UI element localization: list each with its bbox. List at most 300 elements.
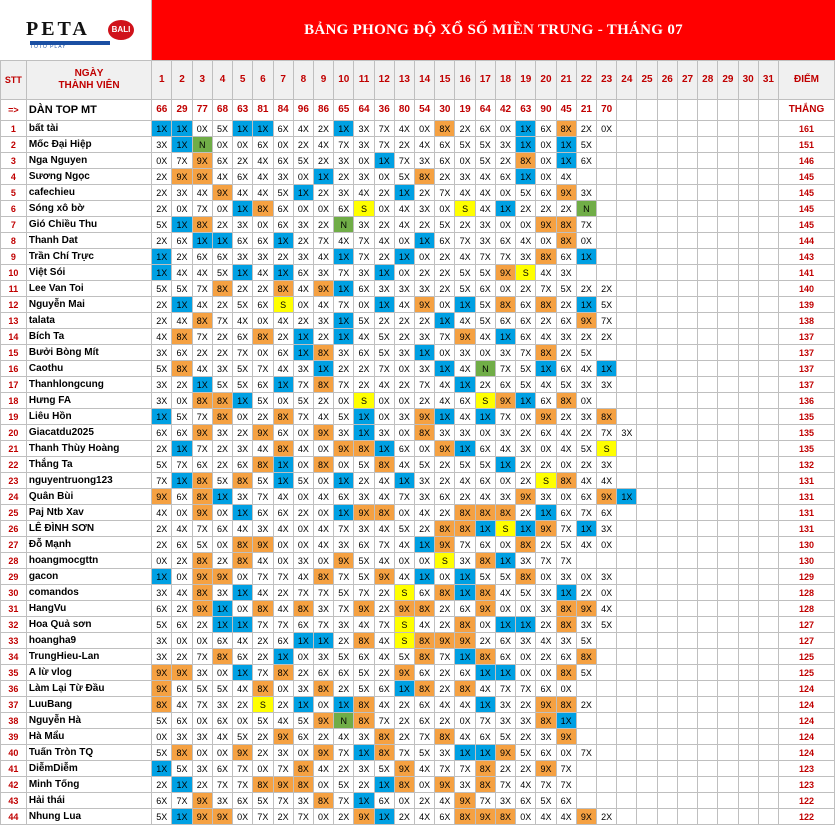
day-result-cell: N — [334, 217, 354, 233]
day-result-cell: 2X — [354, 473, 374, 489]
day-result-cell: 3X — [576, 409, 596, 425]
day-result-cell: 9X — [576, 313, 596, 329]
day-header-12: 12 — [374, 61, 394, 100]
day-result-cell: 9X — [354, 809, 374, 825]
top-number-cell — [637, 100, 657, 121]
row-stt: 20 — [1, 425, 27, 441]
day-result-cell: 8X — [253, 457, 273, 473]
day-result-cell: 0X — [293, 169, 313, 185]
day-result-cell: 5X — [516, 745, 536, 761]
day-result-cell: 4X — [415, 505, 435, 521]
day-result-cell: 1X — [293, 633, 313, 649]
day-result-cell: 6X — [415, 665, 435, 681]
day-result-cell: 1X — [495, 617, 515, 633]
day-result-cell: 3X — [495, 713, 515, 729]
day-result-cell — [698, 377, 718, 393]
day-result-cell: 7X — [394, 745, 414, 761]
day-result-cell: 2X — [152, 297, 172, 313]
row-stt: 21 — [1, 441, 27, 457]
day-result-cell: 8X — [556, 617, 576, 633]
day-result-cell: 9X — [212, 569, 232, 585]
day-result-cell: 4X — [313, 489, 333, 505]
row-stt: 13 — [1, 313, 27, 329]
day-result-cell — [738, 233, 758, 249]
day-result-cell: 1X — [475, 697, 495, 713]
day-result-cell: 1X — [394, 473, 414, 489]
day-result-cell — [738, 297, 758, 313]
day-result-cell: 3X — [313, 265, 333, 281]
day-result-cell: 0X — [394, 425, 414, 441]
day-result-cell — [758, 265, 778, 281]
day-result-cell — [617, 345, 637, 361]
member-points: 132 — [778, 457, 834, 473]
member-points: 122 — [778, 793, 834, 809]
table-row — [1, 281, 835, 297]
day-result-cell: 0X — [415, 121, 435, 137]
top-number-cell: 66 — [152, 100, 172, 121]
top-number-cell: 80 — [394, 100, 414, 121]
day-result-cell: 9X — [455, 793, 475, 809]
day-result-cell — [677, 713, 697, 729]
day-result-cell — [738, 505, 758, 521]
day-result-cell — [738, 345, 758, 361]
day-result-cell — [698, 185, 718, 201]
top-numbers-row — [1, 100, 835, 121]
day-result-cell — [677, 745, 697, 761]
day-result-cell: 8X — [313, 457, 333, 473]
day-result-cell: 6X — [354, 281, 374, 297]
day-result-cell: S — [394, 633, 414, 649]
day-header-16: 16 — [455, 61, 475, 100]
day-result-cell: 2X — [374, 313, 394, 329]
day-result-cell: 3X — [334, 537, 354, 553]
day-result-cell: 9X — [495, 393, 515, 409]
member-name: Mốc Đại Hiệp — [26, 137, 151, 153]
member-points: 124 — [778, 745, 834, 761]
day-result-cell: 1X — [334, 473, 354, 489]
day-result-cell — [597, 681, 617, 697]
day-result-cell: 6X — [536, 681, 556, 697]
day-result-cell: 8X — [475, 585, 495, 601]
day-result-cell: 4X — [475, 201, 495, 217]
day-result-cell: 6X — [253, 297, 273, 313]
day-result-cell: 4X — [394, 121, 414, 137]
day-result-cell: 2X — [495, 761, 515, 777]
day-result-cell — [718, 617, 738, 633]
table-row — [1, 169, 835, 185]
day-result-cell: 7X — [354, 585, 374, 601]
day-result-cell: 0X — [394, 265, 414, 281]
day-result-cell — [617, 153, 637, 169]
day-header-17: 17 — [475, 61, 495, 100]
day-result-cell: 6X — [253, 233, 273, 249]
day-result-cell: 2X — [536, 457, 556, 473]
day-result-cell — [617, 633, 637, 649]
day-result-cell: 2X — [415, 185, 435, 201]
day-result-cell: 7X — [334, 265, 354, 281]
day-result-cell: 4X — [293, 441, 313, 457]
day-result-cell: 8X — [415, 425, 435, 441]
day-result-cell: 9X — [435, 777, 455, 793]
day-result-cell: 8X — [293, 761, 313, 777]
day-result-cell: 4X — [536, 633, 556, 649]
day-result-cell: 5X — [374, 345, 394, 361]
day-result-cell — [617, 297, 637, 313]
day-result-cell: 5X — [233, 361, 253, 377]
day-result-cell: 2X — [536, 537, 556, 553]
day-result-cell: 0X — [415, 249, 435, 265]
table-row — [1, 329, 835, 345]
table-row — [1, 217, 835, 233]
day-result-cell — [718, 185, 738, 201]
day-result-cell: 6X — [536, 393, 556, 409]
day-result-cell: 8X — [192, 553, 212, 569]
day-result-cell: 1X — [455, 377, 475, 393]
day-result-cell: 4X — [516, 233, 536, 249]
day-result-cell: 5X — [212, 681, 232, 697]
day-result-cell: 6X — [374, 793, 394, 809]
day-result-cell: 2X — [394, 377, 414, 393]
day-result-cell: 7X — [273, 617, 293, 633]
day-result-cell — [597, 217, 617, 233]
day-result-cell — [597, 633, 617, 649]
day-result-cell — [677, 777, 697, 793]
day-result-cell: 3X — [516, 553, 536, 569]
day-result-cell: 4X — [374, 553, 394, 569]
day-header-9: 9 — [313, 61, 333, 100]
day-result-cell: 6X — [233, 793, 253, 809]
day-result-cell: 6X — [293, 729, 313, 745]
day-result-cell: 1X — [212, 233, 232, 249]
day-result-cell: 1X — [152, 121, 172, 137]
row-stt: 32 — [1, 617, 27, 633]
day-result-cell: 3X — [354, 265, 374, 281]
row-stt: 3 — [1, 153, 27, 169]
member-points: 131 — [778, 521, 834, 537]
day-result-cell — [758, 601, 778, 617]
day-result-cell — [617, 585, 637, 601]
day-result-cell — [677, 361, 697, 377]
day-result-cell: 3X — [415, 473, 435, 489]
day-result-cell: 3X — [313, 313, 333, 329]
day-result-cell — [617, 697, 637, 713]
day-result-cell: 8X — [374, 745, 394, 761]
row-stt: 22 — [1, 457, 27, 473]
day-result-cell: 8X — [374, 457, 394, 473]
day-result-cell: 0X — [495, 473, 515, 489]
day-result-cell: 3X — [313, 601, 333, 617]
day-result-cell: 0X — [536, 169, 556, 185]
day-result-cell: 4X — [597, 601, 617, 617]
day-result-cell — [576, 761, 596, 777]
day-result-cell — [718, 153, 738, 169]
day-result-cell: 4X — [536, 329, 556, 345]
day-result-cell: 3X — [495, 697, 515, 713]
day-result-cell: 1X — [293, 697, 313, 713]
day-result-cell — [677, 489, 697, 505]
day-result-cell — [758, 681, 778, 697]
day-result-cell — [637, 249, 657, 265]
top-number-cell: 54 — [415, 100, 435, 121]
day-result-cell: 0X — [172, 201, 192, 217]
logo-text: PETA — [26, 18, 90, 40]
member-points: 127 — [778, 633, 834, 649]
day-result-cell — [677, 329, 697, 345]
day-result-cell: 9X — [273, 777, 293, 793]
day-result-cell: 6X — [273, 201, 293, 217]
day-result-cell: 2X — [313, 153, 333, 169]
day-result-cell: 7X — [536, 553, 556, 569]
day-result-cell — [758, 169, 778, 185]
day-result-cell: 2X — [516, 425, 536, 441]
table-row — [1, 537, 835, 553]
day-result-cell: 1X — [354, 745, 374, 761]
member-name: Nhung Lua — [26, 809, 151, 825]
day-result-cell: 2X — [334, 169, 354, 185]
top-number-cell: 64 — [475, 100, 495, 121]
day-result-cell: 2X — [435, 505, 455, 521]
day-header-27: 27 — [677, 61, 697, 100]
day-result-cell: 6X — [172, 681, 192, 697]
day-result-cell: 0X — [495, 537, 515, 553]
day-result-cell: 4X — [495, 585, 515, 601]
member-points: 131 — [778, 489, 834, 505]
table-row — [1, 569, 835, 585]
stt-header: STT — [1, 61, 27, 100]
day-result-cell: 4X — [273, 521, 293, 537]
day-result-cell: 6X — [556, 249, 576, 265]
day-result-cell: 7X — [313, 233, 333, 249]
day-result-cell: 0X — [415, 777, 435, 793]
day-result-cell — [698, 697, 718, 713]
row-stt: 7 — [1, 217, 27, 233]
day-result-cell — [637, 137, 657, 153]
day-result-cell: 4X — [253, 169, 273, 185]
day-result-cell — [718, 137, 738, 153]
day-result-cell: 9X — [536, 697, 556, 713]
day-result-cell: 6X — [273, 633, 293, 649]
day-result-cell: 0X — [273, 681, 293, 697]
day-result-cell: 2X — [394, 729, 414, 745]
day-result-cell — [576, 793, 596, 809]
day-result-cell: 0X — [152, 553, 172, 569]
day-result-cell: 9X — [192, 169, 212, 185]
day-result-cell: 2X — [212, 553, 232, 569]
day-result-cell: N — [334, 713, 354, 729]
day-result-cell — [718, 409, 738, 425]
day-result-cell: 8X — [455, 681, 475, 697]
day-result-cell: 3X — [233, 217, 253, 233]
row-stt: 18 — [1, 393, 27, 409]
day-result-cell — [738, 409, 758, 425]
day-result-cell: 5X — [334, 409, 354, 425]
day-result-cell: 4X — [273, 313, 293, 329]
day-result-cell: 1X — [253, 121, 273, 137]
day-result-cell: S — [536, 473, 556, 489]
member-points: 130 — [778, 553, 834, 569]
day-result-cell — [698, 313, 718, 329]
day-result-cell: 4X — [394, 297, 414, 313]
day-result-cell: 2X — [394, 697, 414, 713]
day-result-cell: 5X — [172, 761, 192, 777]
day-result-cell: 1X — [415, 537, 435, 553]
day-result-cell: 4X — [435, 393, 455, 409]
day-result-cell — [576, 169, 596, 185]
day-result-cell: 2X — [152, 777, 172, 793]
day-result-cell: 1X — [152, 265, 172, 281]
row-stt: 41 — [1, 761, 27, 777]
day-result-cell: 7X — [253, 809, 273, 825]
day-result-cell — [718, 537, 738, 553]
day-result-cell: 2X — [293, 313, 313, 329]
member-points: 141 — [778, 265, 834, 281]
day-result-cell: 8X — [313, 681, 333, 697]
day-result-cell: 0X — [374, 169, 394, 185]
day-result-cell: 4X — [455, 185, 475, 201]
day-result-cell — [698, 249, 718, 265]
day-result-cell: 8X — [475, 553, 495, 569]
day-result-cell: 9X — [495, 265, 515, 281]
day-result-cell: 1X — [172, 297, 192, 313]
day-result-cell: 3X — [212, 585, 232, 601]
member-name: Trần Chí Trực — [26, 249, 151, 265]
day-result-cell: 4X — [293, 569, 313, 585]
day-result-cell: 6X — [536, 121, 556, 137]
day-result-cell — [738, 601, 758, 617]
day-header-24: 24 — [617, 61, 637, 100]
day-result-cell: 2X — [212, 441, 232, 457]
day-result-cell: 3X — [354, 137, 374, 153]
day-result-cell: 4X — [273, 601, 293, 617]
day-result-cell: 4X — [597, 473, 617, 489]
member-name: hoangmocgttn — [26, 553, 151, 569]
day-result-cell: 6X — [172, 425, 192, 441]
day-result-cell: 7X — [233, 761, 253, 777]
day-result-cell: 6X — [495, 633, 515, 649]
day-result-cell: 0X — [233, 713, 253, 729]
day-result-cell: 0X — [253, 313, 273, 329]
day-result-cell: 4X — [415, 809, 435, 825]
day-result-cell — [698, 521, 718, 537]
day-result-cell — [637, 473, 657, 489]
day-result-cell: 5X — [253, 793, 273, 809]
day-result-cell: 5X — [152, 809, 172, 825]
row-stt: 43 — [1, 793, 27, 809]
table-row — [1, 457, 835, 473]
day-result-cell — [657, 665, 677, 681]
day-result-cell: 7X — [273, 793, 293, 809]
day-result-cell — [718, 361, 738, 377]
day-result-cell: 0X — [273, 553, 293, 569]
day-header-3: 3 — [192, 61, 212, 100]
day-result-cell: 2X — [172, 649, 192, 665]
day-result-cell: 9X — [354, 505, 374, 521]
day-result-cell — [576, 553, 596, 569]
day-result-cell: 9X — [536, 521, 556, 537]
day-result-cell: 3X — [495, 425, 515, 441]
day-result-cell: 8X — [495, 809, 515, 825]
day-result-cell: 6X — [415, 697, 435, 713]
day-result-cell: 1X — [374, 297, 394, 313]
day-result-cell: 0X — [172, 633, 192, 649]
day-result-cell: 5X — [334, 649, 354, 665]
day-header-10: 10 — [334, 61, 354, 100]
day-result-cell: 0X — [273, 537, 293, 553]
day-result-cell: 5X — [152, 217, 172, 233]
day-result-cell: 7X — [475, 249, 495, 265]
day-result-cell: 8X — [475, 649, 495, 665]
day-result-cell: 4X — [313, 409, 333, 425]
day-result-cell: 1X — [233, 393, 253, 409]
day-result-cell: 2X — [435, 681, 455, 697]
day-result-cell — [677, 633, 697, 649]
top-number-cell: 68 — [212, 100, 232, 121]
day-result-cell: 6X — [516, 329, 536, 345]
day-result-cell: 3X — [495, 489, 515, 505]
day-result-cell: 1X — [192, 233, 212, 249]
day-result-cell: 4X — [576, 473, 596, 489]
day-result-cell: 7X — [313, 617, 333, 633]
day-result-cell — [637, 665, 657, 681]
day-result-cell: 0X — [233, 137, 253, 153]
day-result-cell — [758, 569, 778, 585]
day-result-cell: 3X — [597, 521, 617, 537]
day-result-cell: 6X — [334, 201, 354, 217]
day-result-cell: 9X — [597, 489, 617, 505]
day-result-cell: 0X — [455, 153, 475, 169]
day-result-cell: 1X — [192, 377, 212, 393]
day-result-cell: 0X — [556, 745, 576, 761]
day-result-cell — [657, 265, 677, 281]
day-result-cell — [758, 585, 778, 601]
day-result-cell — [698, 681, 718, 697]
day-result-cell: 9X — [152, 681, 172, 697]
day-result-cell: 0X — [597, 121, 617, 137]
day-result-cell — [718, 745, 738, 761]
day-result-cell: 2X — [233, 697, 253, 713]
row-stt: 44 — [1, 809, 27, 825]
day-result-cell: 2X — [212, 457, 232, 473]
day-result-cell: 3X — [233, 441, 253, 457]
table-row — [1, 649, 835, 665]
day-result-cell: 3X — [212, 793, 232, 809]
day-result-cell — [718, 265, 738, 281]
day-result-cell: 3X — [293, 553, 313, 569]
day-result-cell — [617, 537, 637, 553]
day-result-cell: 2X — [597, 281, 617, 297]
day-result-cell — [597, 137, 617, 153]
day-result-cell: 5X — [233, 729, 253, 745]
day-result-cell: 3X — [394, 345, 414, 361]
day-result-cell — [657, 345, 677, 361]
day-result-cell: 3X — [172, 185, 192, 201]
day-result-cell: 2X — [576, 121, 596, 137]
day-result-cell: 5X — [172, 281, 192, 297]
day-result-cell — [617, 809, 637, 825]
day-result-cell: 4X — [374, 489, 394, 505]
day-result-cell: 5X — [152, 361, 172, 377]
day-result-cell: 4X — [435, 793, 455, 809]
day-result-cell: 0X — [516, 601, 536, 617]
row-stt: 4 — [1, 169, 27, 185]
day-result-cell — [758, 425, 778, 441]
day-result-cell: 1X — [334, 121, 354, 137]
day-result-cell: 2X — [576, 457, 596, 473]
member-points: 137 — [778, 345, 834, 361]
member-points: 140 — [778, 281, 834, 297]
day-result-cell — [698, 329, 718, 345]
day-result-cell: 5X — [273, 185, 293, 201]
